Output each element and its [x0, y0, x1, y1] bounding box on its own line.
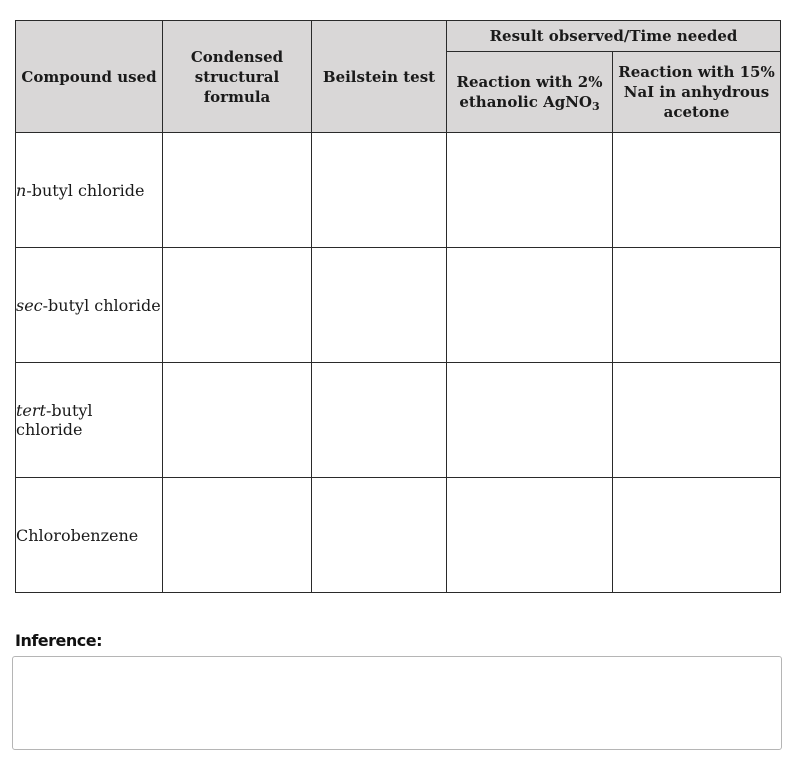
compound-name: tert-butyl chloride: [16, 363, 163, 478]
table-row: [16, 133, 781, 248]
header-compound: Compound used: [16, 21, 163, 133]
table-row: [16, 478, 781, 593]
compound-name: sec-butyl chloride: [16, 248, 163, 363]
header-formula: Condensed structural formula: [163, 21, 312, 133]
header-agno3: Reaction with 2% ethanolic AgNO$_3$: [447, 52, 613, 133]
beilstein-cell[interactable]: [312, 363, 447, 478]
nai-cell[interactable]: [613, 478, 781, 593]
header-result-group: Result observed/Time needed: [447, 21, 781, 52]
inference-input[interactable]: [12, 656, 782, 750]
compound-name: Chlorobenzene: [16, 478, 163, 593]
agno3-cell[interactable]: [447, 133, 613, 248]
formula-cell[interactable]: [163, 248, 312, 363]
beilstein-cell[interactable]: [312, 133, 447, 248]
table-row: [16, 248, 781, 363]
nai-cell[interactable]: [613, 248, 781, 363]
formula-cell[interactable]: [163, 478, 312, 593]
inference-label: Inference:: [15, 631, 103, 650]
beilstein-cell[interactable]: [312, 248, 447, 363]
formula-cell[interactable]: [163, 133, 312, 248]
formula-cell[interactable]: [163, 363, 312, 478]
header-beilstein: Beilstein test: [312, 21, 447, 133]
agno3-cell[interactable]: [447, 248, 613, 363]
nai-cell[interactable]: [613, 133, 781, 248]
nai-cell[interactable]: [613, 363, 781, 478]
table-row: [16, 363, 781, 478]
agno3-cell[interactable]: [447, 363, 613, 478]
compound-name: n-butyl chloride: [16, 133, 163, 248]
agno3-cell[interactable]: [447, 478, 613, 593]
results-table: [15, 20, 781, 593]
beilstein-cell[interactable]: [312, 478, 447, 593]
header-nai: Reaction with 15% NaI in anhydrous acetone: [613, 52, 781, 133]
